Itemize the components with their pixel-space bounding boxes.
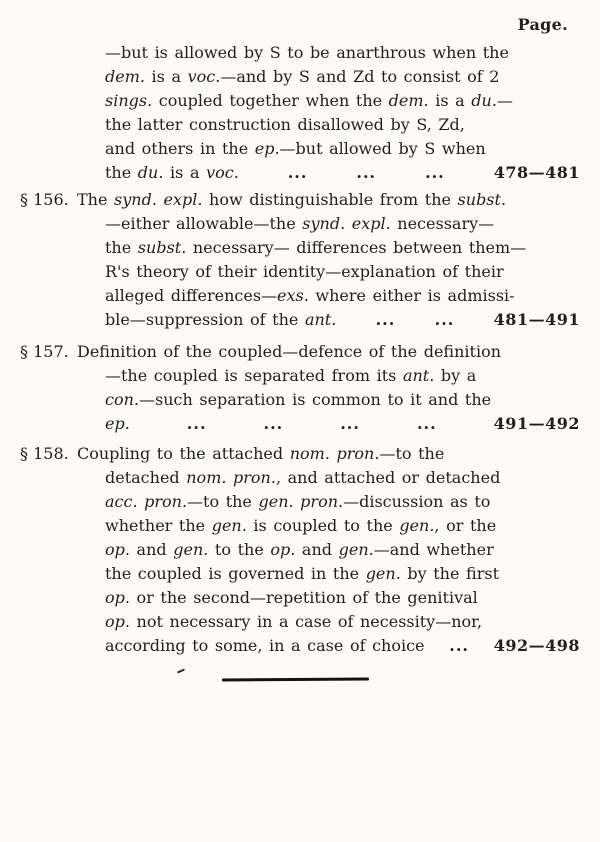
toc-text-segment-italic: ant. [304, 310, 337, 329]
toc-text-segment: —and whether [373, 540, 494, 559]
toc-text-segment-italic: acc. pron. [105, 492, 188, 511]
toc-text-segment: or the second—repetition of the genitival [129, 588, 478, 607]
toc-text-segment: detached [105, 468, 187, 487]
toc-line [105, 113, 580, 137]
toc-text-segment: —to the [379, 444, 445, 463]
toc-text-segment: the [105, 238, 138, 257]
toc-line [77, 188, 580, 212]
section-number: § 157. [20, 342, 69, 361]
leader-dots: ... [434, 310, 455, 329]
toc-text-segment: —the coupled is separated from its [105, 366, 403, 385]
toc-entry [20, 340, 580, 436]
toc-line [105, 586, 580, 610]
toc-text-segment: and others in the [105, 139, 255, 158]
toc-text-segment-italic: ep. [105, 414, 130, 433]
toc-text-segment-italic: op. [270, 540, 296, 559]
toc-text-segment: necessary— [390, 214, 495, 233]
toc-text-segment-italic: du. [471, 91, 497, 110]
toc-text-segment-italic: gen. [338, 540, 374, 559]
toc-line [105, 65, 580, 89]
toc-text-segment: necessary— differences between them— [186, 238, 527, 257]
toc-line [105, 41, 580, 65]
toc-text-segment: —either allowable—the [105, 214, 303, 233]
toc-text-segment: the [105, 163, 138, 182]
toc-text-segment-italic: gen. pron. [258, 492, 344, 511]
toc-text-segment-italic: voc. [206, 163, 239, 182]
toc-text-segment-italic: con. [105, 390, 139, 409]
toc-line [105, 137, 580, 161]
toc-text-segment: —and by S and Zd to consist of 2 [220, 67, 500, 86]
leader-dots: ... [186, 414, 207, 433]
toc-text-segment: —but is allowed by S to be anarthrous when the [105, 43, 509, 62]
toc-line [105, 89, 580, 113]
toc-text-segment: —to the [187, 492, 259, 511]
leader-dots: ... [449, 636, 469, 655]
toc-line [105, 538, 580, 562]
toc-text-segment-italic: voc. [187, 67, 221, 86]
toc-text-segment-italic: gen. [365, 564, 401, 583]
toc-text-segment-italic: gen. [211, 516, 247, 535]
toc-text-segment: alleged differences— [105, 286, 278, 305]
toc-text-segment: by a [434, 366, 477, 385]
toc-text-segment: Definition of the coupled—defence of the definition [77, 342, 501, 361]
toc-text-segment-italic: dem. [105, 67, 145, 86]
leader-dots: ... [263, 414, 284, 433]
toc-text-segment: is a [144, 67, 188, 86]
toc-text-segment: ble—suppression of the [105, 310, 305, 329]
toc-line [105, 562, 580, 586]
toc-text-segment: not necessary in a case of necessity—nor, [129, 612, 483, 631]
divider-rule [222, 677, 369, 681]
toc-text-segment-italic: nom. pron. [186, 468, 276, 487]
leader-dots: ... [287, 163, 308, 182]
last-line-text [105, 308, 336, 332]
toc-text-segment-italic: ep. [254, 139, 280, 158]
toc-text-segment-italic: subst. [457, 190, 507, 209]
toc-entry [20, 188, 580, 332]
toc-text-segment: and [295, 540, 339, 559]
toc-line [77, 442, 580, 466]
last-line-text [105, 161, 239, 185]
toc-text-segment-italic: synd. expl. [114, 190, 203, 209]
last-line-text [105, 412, 130, 436]
page-range: 492—498 [493, 636, 580, 655]
toc-text-segment-italic: dem. [388, 91, 429, 110]
toc-line [105, 236, 580, 260]
leader-dots: ... [375, 310, 396, 329]
toc-text-segment: is coupled to the [246, 516, 400, 535]
toc-entry [20, 442, 580, 658]
toc-text-segment: by the first [400, 564, 499, 583]
scan-speck [177, 668, 185, 673]
toc-entry [20, 41, 580, 185]
toc-last-line [105, 308, 580, 332]
toc-text-segment-italic: synd. expl. [302, 214, 391, 233]
toc-text-segment: the coupled is governed in the [105, 564, 366, 583]
toc-text-segment-italic: op. [105, 588, 130, 607]
toc-line [105, 212, 580, 236]
toc-text-segment-italic: nom. pron. [289, 444, 380, 463]
toc-text-segment: , and attached or detached [275, 468, 501, 487]
leader-dots: ... [425, 163, 445, 182]
toc-text-segment: — [496, 91, 513, 110]
section-number: § 156. [20, 190, 69, 209]
last-line-text [105, 634, 425, 658]
toc-line [105, 260, 580, 284]
toc-text-segment-italic: sings. [105, 91, 153, 110]
toc-line [105, 610, 580, 634]
toc-text-segment: is a [428, 91, 472, 110]
toc-text-segment-italic: ant. [402, 366, 435, 385]
toc-line [105, 466, 580, 490]
toc-last-line [105, 161, 580, 185]
page-column-header: Page. [517, 15, 568, 34]
toc-line [105, 364, 580, 388]
toc-last-line [105, 412, 580, 436]
toc-line [105, 388, 580, 412]
page-range: 491—492 [493, 414, 580, 433]
toc-text-segment: where either is admissi- [308, 286, 515, 305]
toc-line [105, 514, 580, 538]
toc-text-segment: how distinguishable from the [202, 190, 458, 209]
toc-line [105, 284, 580, 308]
toc-text-segment-italic: du. [137, 163, 164, 182]
toc-text-segment: whether the [105, 516, 212, 535]
section-number: § 158. [20, 444, 69, 463]
toc-text-segment-italic: gen. [399, 516, 435, 535]
toc-text-segment: The [77, 190, 115, 209]
toc-last-line [105, 634, 580, 658]
toc-text-segment-italic: exs. [277, 286, 309, 305]
leader-dots: ... [356, 163, 377, 182]
toc-text-segment-italic: op. [105, 612, 130, 631]
toc-text-segment: and [129, 540, 174, 559]
toc-text-segment: according to some, in a case of choice [105, 636, 425, 655]
page-range: 478—481 [493, 163, 580, 182]
toc-text-segment: —discussion as to [343, 492, 491, 511]
toc-text-segment: is a [163, 163, 207, 182]
toc-text-segment: to the [208, 540, 271, 559]
toc-text-segment: coupled together when the [152, 91, 389, 110]
toc-text-segment-italic: gen. [173, 540, 209, 559]
toc-line [105, 490, 580, 514]
toc-text-segment: , or the [434, 516, 497, 535]
toc-text-segment: —but allowed by S when [279, 139, 486, 158]
toc-text-segment-italic: op. [105, 540, 130, 559]
toc-text-segment-italic: subst. [137, 238, 187, 257]
toc-text-segment: —such separation is common to it and the [138, 390, 492, 409]
page-range: 481—491 [493, 310, 580, 329]
toc-text-segment: the latter construction disallowed by S, Zd, [105, 115, 465, 134]
toc-text-segment: R's theory of their identity—explanation of their [105, 262, 504, 281]
toc-text-segment: Coupling to the attached [77, 444, 290, 463]
toc-line [77, 340, 580, 364]
leader-dots: ... [416, 414, 437, 433]
toc-entries [20, 41, 580, 658]
leader-dots: ... [340, 414, 360, 433]
